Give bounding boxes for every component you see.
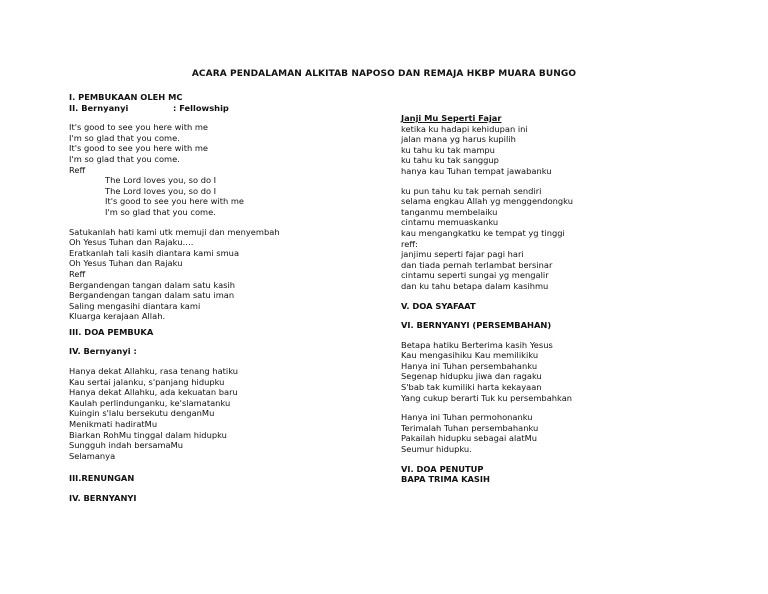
song-janji-verse-2 xyxy=(401,186,731,292)
song-fellowship-verse xyxy=(69,122,369,175)
lyric-line: dan ku tahu betapa dalam kasihmu xyxy=(401,280,549,291)
lyric-line: Oh Yesus Tuhan dan Rajaku xyxy=(69,258,183,269)
lyric-line: Selamanya xyxy=(69,450,116,461)
lyric-line: S'bab tak kumiliki harta kekayaan xyxy=(401,382,542,393)
lyric-line: Hanya dekat Allahku, rasa tenang hatiku xyxy=(69,366,239,377)
right-column xyxy=(401,113,731,485)
lyric-line: Eratkanlah tali kasih diantara kami smua xyxy=(69,247,240,258)
lyric-line: Hanya ini Tuhan persembahanku xyxy=(401,360,538,371)
lyric-line: Kau mengasihiku Kau memilikiku xyxy=(401,350,539,361)
lyric-line: Hanya ini Tuhan permohonanku xyxy=(401,412,533,423)
lyric-line: Saling mengasihi diantara kami xyxy=(69,300,201,311)
lyric-line: Reff xyxy=(69,268,86,279)
lyric-line: Bergandengan tangan dalam satu kasih xyxy=(69,279,236,290)
section-closing-prayer: VI. DOA PENUTUP xyxy=(401,463,484,474)
lyric-line: Segenap hidupku jiwa dan ragaku xyxy=(401,371,542,382)
lyric-line: Sungguh indah bersamaMu xyxy=(69,440,184,451)
section-offering-song: VI. BERNYANYI (PERSEMBAHAN) xyxy=(401,320,552,331)
lyric-line: It's good to see you here with me xyxy=(69,122,209,133)
lyric-line: Pakailah hidupku sebagai alatMu xyxy=(401,433,538,444)
lyric-line: jalan mana yg harus kupilih xyxy=(401,134,516,145)
section-intercession: V. DOA SYAFAAT xyxy=(401,300,476,311)
lyric-line: selama engkau Allah yg menggendongku xyxy=(401,196,573,207)
lyric-line: Kaulah perlindunganku, ke'slamatanku xyxy=(69,397,231,408)
lyric-line: reff: xyxy=(401,238,418,249)
lyric-line: dan tiada pernah terlambat bersinar xyxy=(401,259,553,270)
lyric-line: The Lord loves you, so do I xyxy=(105,185,217,196)
lyric-line: Satukanlah hati kami utk memuji dan menyembah xyxy=(69,226,280,237)
section-song-1-label: II. Bernyanyi xyxy=(69,102,129,113)
song-title: Janji Mu Seperti Fajar xyxy=(401,113,502,123)
song-hanya-dekat xyxy=(69,366,369,461)
section-song-1-title: : Fellowship xyxy=(173,102,229,113)
song-fellowship-reff xyxy=(69,175,369,217)
lyric-line: Kluarga kerajaan Allah. xyxy=(69,311,166,322)
lyric-line: tanganmu membelaiku xyxy=(401,206,498,217)
song-janji-verse-1 xyxy=(401,124,731,177)
song-satukanlah xyxy=(69,227,369,322)
left-column xyxy=(69,92,369,504)
lyric-line: It's good to see you here with me xyxy=(69,143,209,154)
lyric-line: Kuingin s'lalu bersekutu denganMu xyxy=(69,408,215,419)
song-betapa-hatiku xyxy=(401,340,731,404)
lyric-line: Menikmati hadiratMu xyxy=(69,419,158,430)
section-song-3: IV. BERNYANYI xyxy=(69,493,137,503)
lyric-line: Oh Yesus Tuhan dan Rajaku…. xyxy=(69,237,194,248)
page-title: ACARA PENDALAMAN ALKITAB NAPOSO DAN REMAJA HKBP MUARA BUNGO xyxy=(191,69,577,79)
lyric-line: Bergandengan tangan dalam satu iman xyxy=(69,290,235,301)
song-hanya-ini xyxy=(401,412,731,454)
lyric-line: kau mengangkatku ke tempat yg tinggi xyxy=(401,227,565,238)
lyric-line: I'm so glad that you come. xyxy=(105,206,216,217)
lyric-line: ku tahu ku tak mampu xyxy=(401,144,495,155)
lyric-line: I'm so glad that you come. xyxy=(69,132,180,143)
section-opening: I. PEMBUKAAN OLEH MC xyxy=(69,92,183,102)
lyric-line: I'm so glad that you come. xyxy=(69,153,180,164)
lyric-line: The Lord loves you, so do I xyxy=(105,175,217,186)
lyric-line: Betapa hatiku Berterima kasih Yesus xyxy=(401,339,553,350)
lyric-line: Hanya dekat Allahku, ada kekuatan baru xyxy=(69,387,238,398)
lyric-line: cintamu seperti sungai yg mengalir xyxy=(401,270,549,281)
lyric-line: Seumur hidupku. xyxy=(401,444,472,455)
section-sermon: III.RENUNGAN xyxy=(69,473,135,484)
lyric-line: Terimalah Tuhan persembahanku xyxy=(401,422,539,433)
lyric-line: hanya kau Tuhan tempat jawabanku xyxy=(401,165,552,176)
section-opening-prayer: III. DOA PEMBUKA xyxy=(69,326,154,337)
lyric-line: It's good to see you here with me xyxy=(105,196,245,207)
lyric-line: janjimu seperti fajar pagi hari xyxy=(401,249,524,260)
lyric-line: ketika ku hadapi kehidupan ini xyxy=(401,123,528,134)
lyric-line: cintamu memuaskanku xyxy=(401,217,499,228)
section-song-2: IV. Bernyanyi : xyxy=(69,346,137,357)
lyric-line: Yang cukup berarti Tuk ku persembahkan xyxy=(401,392,573,403)
lyric-line: Kau sertai jalanku, s'panjang hidupku xyxy=(69,376,225,387)
lyric-line: ku tahu ku tak sanggup xyxy=(401,155,499,166)
lyric-line: ku pun tahu ku tak pernah sendiri xyxy=(401,185,542,196)
section-closing-line: BAPA TRIMA KASIH xyxy=(401,474,490,485)
lyric-line: Biarkan RohMu tinggal dalam hidupku xyxy=(69,429,227,440)
lyric-line: Reff xyxy=(69,164,86,175)
section-song-1 xyxy=(69,103,369,114)
